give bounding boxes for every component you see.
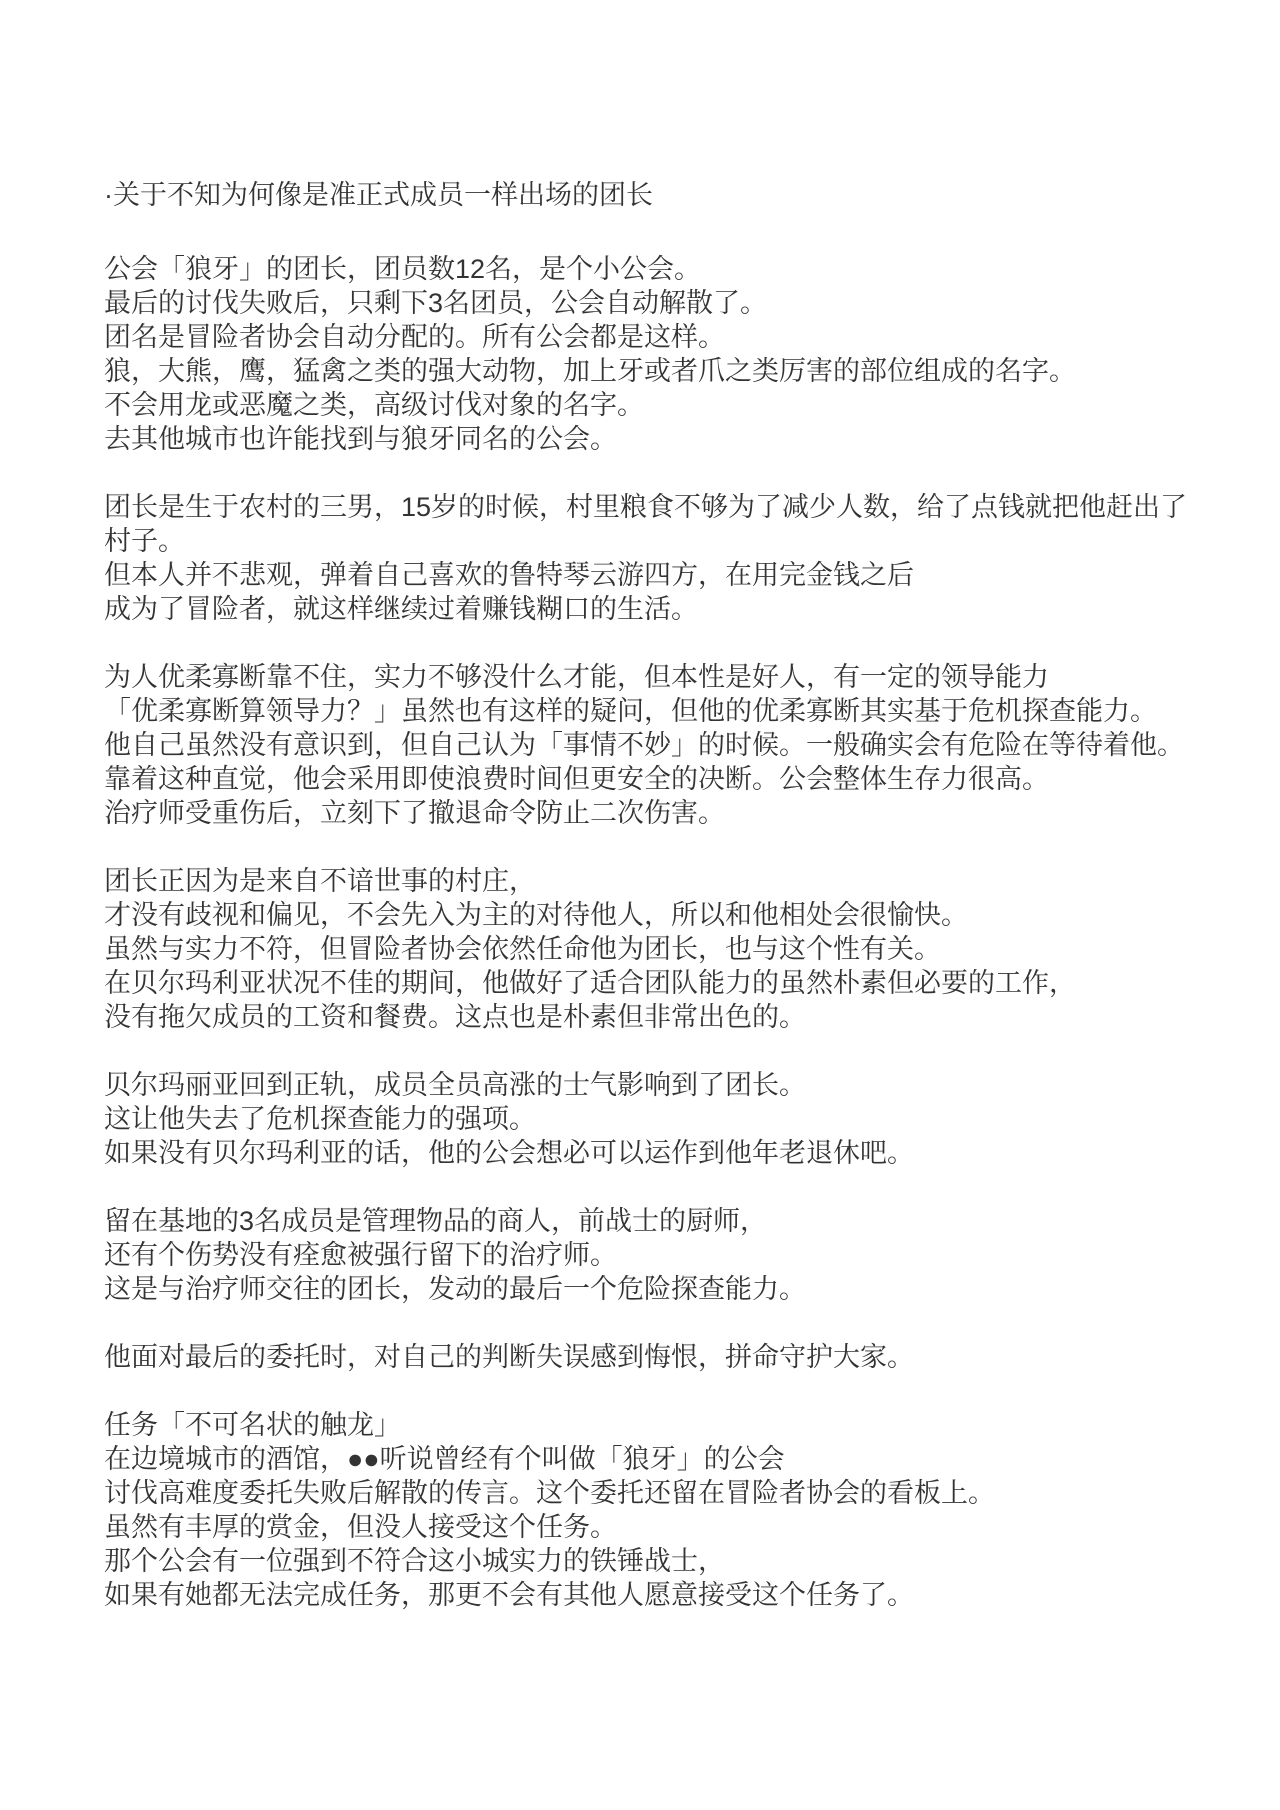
text-line: 不会用龙或恶魔之类，高级讨伐对象的名字。: [104, 390, 644, 420]
text-line: 他自己虽然没有意识到，但自己认为「事情不妙」的时候。一般确实会有危险在等待着他。: [104, 730, 1184, 760]
paragraph-quest-rumor: [104, 1408, 1187, 1612]
text-line: 没有拖欠成员的工资和餐费。这点也是朴素但非常出色的。: [104, 1002, 806, 1032]
text-line: 狼，大熊，鹰，猛禽之类的强大动物，加上牙或者爪之类厉害的部位组成的名字。: [104, 356, 1076, 386]
text-line: 如果没有贝尔玛利亚的话，他的公会想必可以运作到他年老退休吧。: [104, 1138, 914, 1168]
text-line: 团长是生于农村的三男，15岁的时候，村里粮食不够为了减少人数，给了点钱就把他赶出了: [104, 492, 1188, 522]
text-line: 虽然有丰厚的赏金，但没人接受这个任务。: [104, 1512, 617, 1542]
document-heading: [104, 178, 1187, 212]
paragraph-leader-background: [104, 490, 1187, 626]
paragraph-remaining-members: [104, 1204, 1187, 1306]
text-line: 团长正因为是来自不谙世事的村庄，: [104, 866, 536, 896]
text-line: 最后的讨伐失败后，只剩下3名团员，公会自动解散了。: [104, 288, 768, 318]
text-line: 那个公会有一位强到不符合这小城实力的铁锤战士，: [104, 1546, 725, 1576]
text-line: 任务「不可名状的触龙」: [104, 1410, 401, 1440]
text-line: 留在基地的3名成员是管理物品的商人，前战士的厨师，: [104, 1206, 768, 1236]
text-line: 在边境城市的酒馆，●●听说曾经有个叫做「狼牙」的公会: [104, 1444, 785, 1474]
text-line: 这是与治疗师交往的团长，发动的最后一个危险探查能力。: [104, 1274, 806, 1304]
document-content: [104, 178, 1187, 1646]
text-line: 公会「狼牙」的团长，团员数12名，是个小公会。: [104, 254, 702, 284]
text-line: 靠着这种直觉，他会采用即使浪费时间但更安全的决断。公会整体生存力很高。: [104, 764, 1049, 794]
text-line: 治疗师受重伤后，立刻下了撤退命令防止二次伤害。: [104, 798, 725, 828]
text-line: 如果有她都无法完成任务，那更不会有其他人愿意接受这个任务了。: [104, 1580, 914, 1610]
text-line: 但本人并不悲观，弹着自己喜欢的鲁特琴云游四方，在用完金钱之后: [104, 560, 914, 590]
text-line: 讨伐高难度委托失败后解散的传言。这个委托还留在冒险者协会的看板上。: [104, 1478, 995, 1508]
text-line: 去其他城市也许能找到与狼牙同名的公会。: [104, 424, 617, 454]
text-line: 「优柔寡断算领导力？」虽然也有这样的疑问，但他的优柔寡断其实基于危机探查能力。: [104, 696, 1157, 726]
text-line: 成为了冒险者，就这样继续过着赚钱糊口的生活。: [104, 594, 698, 624]
text-line: 还有个伤势没有痊愈被强行留下的治疗师。: [104, 1240, 617, 1270]
text-line: 他面对最后的委托时，对自己的判断失误感到悔恨，拼命守护大家。: [104, 1342, 914, 1372]
text-line: 在贝尔玛利亚状况不佳的期间，他做好了适合团队能力的虽然朴素但必要的工作，: [104, 968, 1076, 998]
text-line: 村子。: [104, 526, 185, 556]
text-line: 虽然与实力不符，但冒险者协会依然任命他为团长，也与这个性有关。: [104, 934, 941, 964]
paragraph-guild-overview: [104, 252, 1187, 456]
paragraph-final-commission: [104, 1340, 1187, 1374]
text-line: 这让他失去了危机探查能力的强项。: [104, 1104, 536, 1134]
text-line: 贝尔玛丽亚回到正轨，成员全员高涨的士气影响到了团长。: [104, 1070, 806, 1100]
paragraph-leader-personality: [104, 660, 1187, 830]
heading-line: ·关于不知为何像是准正式成员一样出场的团长: [104, 180, 653, 210]
paragraph-leader-virtues: [104, 864, 1187, 1034]
text-line: 团名是冒险者协会自动分配的。所有公会都是这样。: [104, 322, 725, 352]
paragraph-morale-effect: [104, 1068, 1187, 1170]
text-line: 为人优柔寡断靠不住，实力不够没什么才能，但本性是好人，有一定的领导能力: [104, 662, 1049, 692]
text-line: 才没有歧视和偏见，不会先入为主的对待他人，所以和他相处会很愉快。: [104, 900, 968, 930]
